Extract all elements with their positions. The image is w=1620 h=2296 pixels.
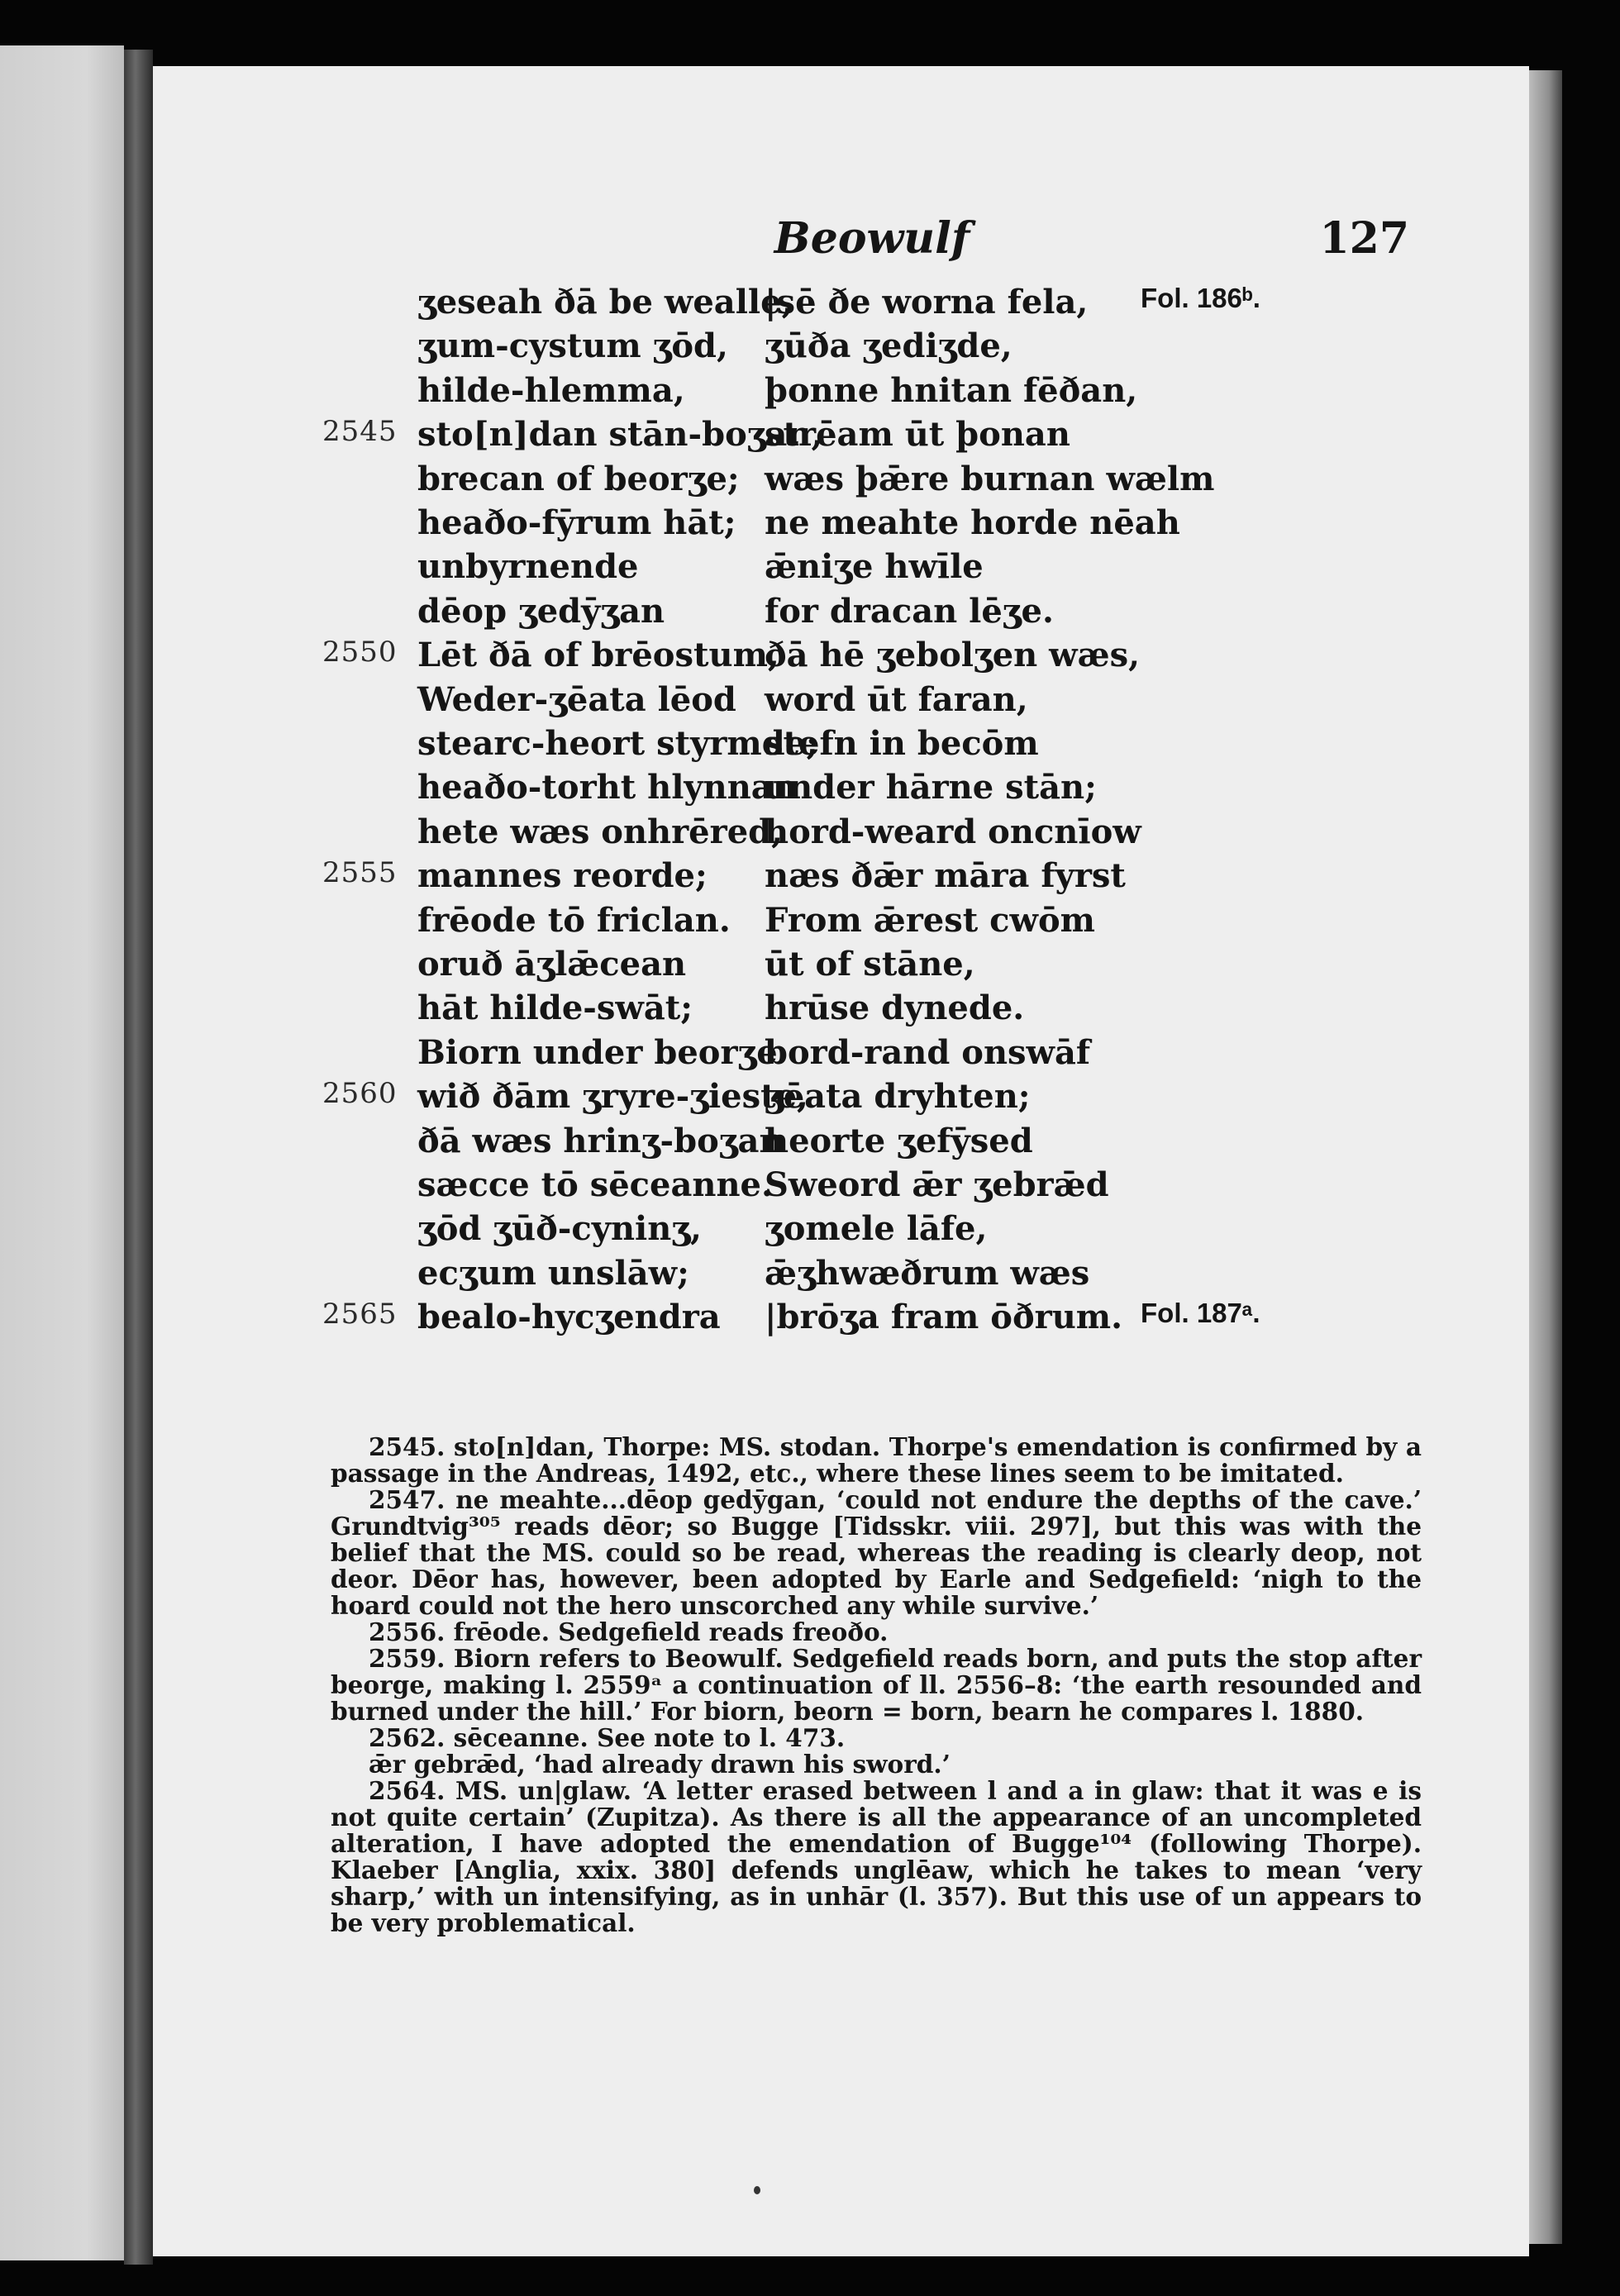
verse-line <box>153 371 1525 416</box>
footnote: 2545. sto[n]dan, Thorpe: MS. stodan. Thorpe's emendation is confirmed by a passage in the Andreas, 1492, etc., where these lines seem to be imitated. <box>331 1432 1422 1488</box>
footnote: 2562. sēceanne. See note to l. 473. <box>369 1723 846 1752</box>
verse-line <box>153 1122 1525 1166</box>
left-page-edge <box>0 45 124 2260</box>
verse-line <box>153 326 1525 371</box>
verse-half-a: ʒōd ʒūð-cyninʒ, <box>417 1209 702 1249</box>
verse-half-b: ǣniʒe hwīle <box>765 547 984 587</box>
verse-half-b: for dracan lēʒe. <box>765 591 1054 631</box>
verse-line <box>153 724 1525 769</box>
verse-line <box>153 945 1525 989</box>
verse-line <box>153 1209 1525 1254</box>
verse-half-a: ʒeseah ðā be wealle, <box>417 283 793 322</box>
verse-half-a: hāt hilde-swāt; <box>417 988 693 1028</box>
line-number: 2560 <box>322 1077 398 1111</box>
footnotes <box>331 1434 1422 1936</box>
verse-half-a: Lēt ðā of brēostum, <box>417 636 779 675</box>
verse-half-a: brecan of beorʒe; <box>417 459 740 498</box>
page-speck <box>754 2186 760 2194</box>
running-title: Beowulf <box>774 213 970 264</box>
verse-line <box>153 460 1525 504</box>
verse-half-a: sæcce tō sēceanne. <box>417 1165 773 1204</box>
verse-half-a: ecʒum unslāw; <box>417 1253 689 1293</box>
verse-half-a: bealo-hycʒendra <box>417 1298 721 1337</box>
verse-line <box>153 768 1525 812</box>
verse-half-b: þonne hnitan fēðan, <box>765 370 1138 410</box>
verse-half-a: ʒum-cystum ʒōd, <box>417 326 728 366</box>
verse-line <box>153 283 1525 327</box>
line-number: 2565 <box>322 1298 398 1331</box>
verse-line <box>153 680 1525 725</box>
verse-line <box>153 547 1525 592</box>
line-number: 2550 <box>322 636 398 669</box>
verse-half-a: stearc-heort styrmde; <box>417 724 818 763</box>
verse-line <box>153 415 1525 460</box>
verse-half-a: Weder-ʒēata lēod <box>417 679 736 719</box>
book-page <box>153 66 1529 2256</box>
verse-half-b: ne meahte horde nēah <box>765 503 1180 542</box>
folio-marker: Fol. 187ᵃ. <box>1141 1298 1260 1329</box>
right-page-edge <box>1529 70 1562 2244</box>
footnote: ǣr gebrǣd, ‘had already drawn his sword.’ <box>369 1750 951 1779</box>
verse-half-a: heaðo-torht hlynnan <box>417 768 797 807</box>
verse-half-b: ðā hē ʒebolʒen wæs, <box>765 636 1141 675</box>
verse-half-b: hord-weard oncnīow <box>765 812 1141 851</box>
verse-line <box>153 1033 1525 1078</box>
book-binding <box>124 50 153 2265</box>
verse-half-b: |brōʒa fram ōðrum. <box>765 1298 1123 1337</box>
verse-half-b: ūt of stāne, <box>765 945 975 984</box>
verse-half-b: bord-rand onswāf <box>765 1032 1091 1072</box>
verse-half-a: Biorn under beorʒe <box>417 1032 778 1072</box>
verse-half-b: ʒūða ʒediʒde, <box>765 326 1012 366</box>
verse-line <box>153 1254 1525 1298</box>
verse-half-a: wið ðām ʒryre-ʒieste, <box>417 1077 808 1117</box>
verse-half-b: |sē ðe worna fela, <box>765 283 1089 322</box>
verse-half-b: wæs þǣre burnan wælm <box>765 459 1215 498</box>
verse-line <box>153 901 1525 946</box>
page-number: 127 <box>1319 213 1409 264</box>
footnote: 2559. Biorn refers to Beowulf. Sedgefield reads born, and puts the stop after beorge, making l. 2559ᵃ a continuation of ll. 2556–8: ‘the earth resounded and burned under the hill.’ For biorn, beorn = born, bearn he compares l. 1880. <box>331 1644 1422 1726</box>
footnote: 2564. MS. un|glaw. ‘A letter erased between l and a in glaw: that it was e is not quite certain’ (Zupitza). As there is all the appearance of an uncompleted alteration, I have adopted the emendation of Bugge¹⁰⁴ (following Thorpe). Klaeber [Anglia, xxix. 380] defends unglēaw, which he takes to mean ‘very sharp,’ with un intensifying, as in unhār (l. 357). But this use of un appears to be very problematical. <box>331 1776 1422 1937</box>
line-number: 2555 <box>322 856 398 890</box>
footnote: 2547. ne meahte...dēop gedȳgan, ‘could not endure the depths of the cave.’ Grundtvig³⁰⁵ reads dēor; so Bugge [Tidsskr. viii. 297], but this was with the belief that the MS. could so be read, whereas the reading is clearly deop, not deor. Dēor has, however, been adopted by Earle and Sedgefield: ‘nigh to the hoard could not the hero unscorched any while survive.’ <box>331 1485 1422 1620</box>
verse-line <box>153 1165 1525 1210</box>
verse-half-b: ʒēata dryhten; <box>765 1077 1031 1117</box>
line-number: 2545 <box>322 415 398 449</box>
verse-half-a: unbyrnende <box>417 547 639 587</box>
verse-half-b: under hārne stān; <box>765 768 1097 807</box>
verse-line <box>153 1298 1525 1342</box>
folio-marker: Fol. 186ᵇ. <box>1141 283 1260 313</box>
verse-half-b: strēam ūt þonan <box>765 415 1070 455</box>
verse-line <box>153 812 1525 857</box>
verse-half-b: ʒomele lāfe, <box>765 1209 988 1249</box>
verse-half-a: oruð āʒlǣcean <box>417 945 687 984</box>
verse-half-a: hete wæs onhrēred, <box>417 812 784 851</box>
verse-half-b: Sweord ǣr ʒebrǣd <box>765 1165 1109 1204</box>
verse-half-b: næs ðǣr māra fyrst <box>765 856 1126 896</box>
verse-half-b: From ǣrest cwōm <box>765 900 1095 940</box>
verse-line <box>153 856 1525 901</box>
verse-line <box>153 1077 1525 1122</box>
verse-line <box>153 503 1525 548</box>
verse-line <box>153 636 1525 680</box>
verse-half-b: ǣʒhwæðrum wæs <box>765 1253 1090 1293</box>
verse-line <box>153 592 1525 636</box>
verse-half-b: word ūt faran, <box>765 679 1028 719</box>
footnote: 2556. frēode. Sedgefield reads freoðo. <box>369 1617 889 1646</box>
verse-half-a: frēode tō friclan. <box>417 900 731 940</box>
verse-half-a: hilde-hlemma, <box>417 370 685 410</box>
verse-half-a: heaðo-fȳrum hāt; <box>417 503 736 542</box>
verse-half-b: heorte ʒefȳsed <box>765 1121 1033 1160</box>
verse-half-b: stefn in becōm <box>765 724 1039 763</box>
verse-half-b: hrūse dynede. <box>765 988 1025 1028</box>
verse-half-a: mannes reorde; <box>417 856 708 896</box>
verse-half-a: ðā wæs hrinʒ-boʒan <box>417 1121 784 1160</box>
verse-half-a: dēop ʒedȳʒan <box>417 591 665 631</box>
verse-half-a: sto[n]dan stān-boʒan, <box>417 415 823 455</box>
verse-line <box>153 988 1525 1033</box>
